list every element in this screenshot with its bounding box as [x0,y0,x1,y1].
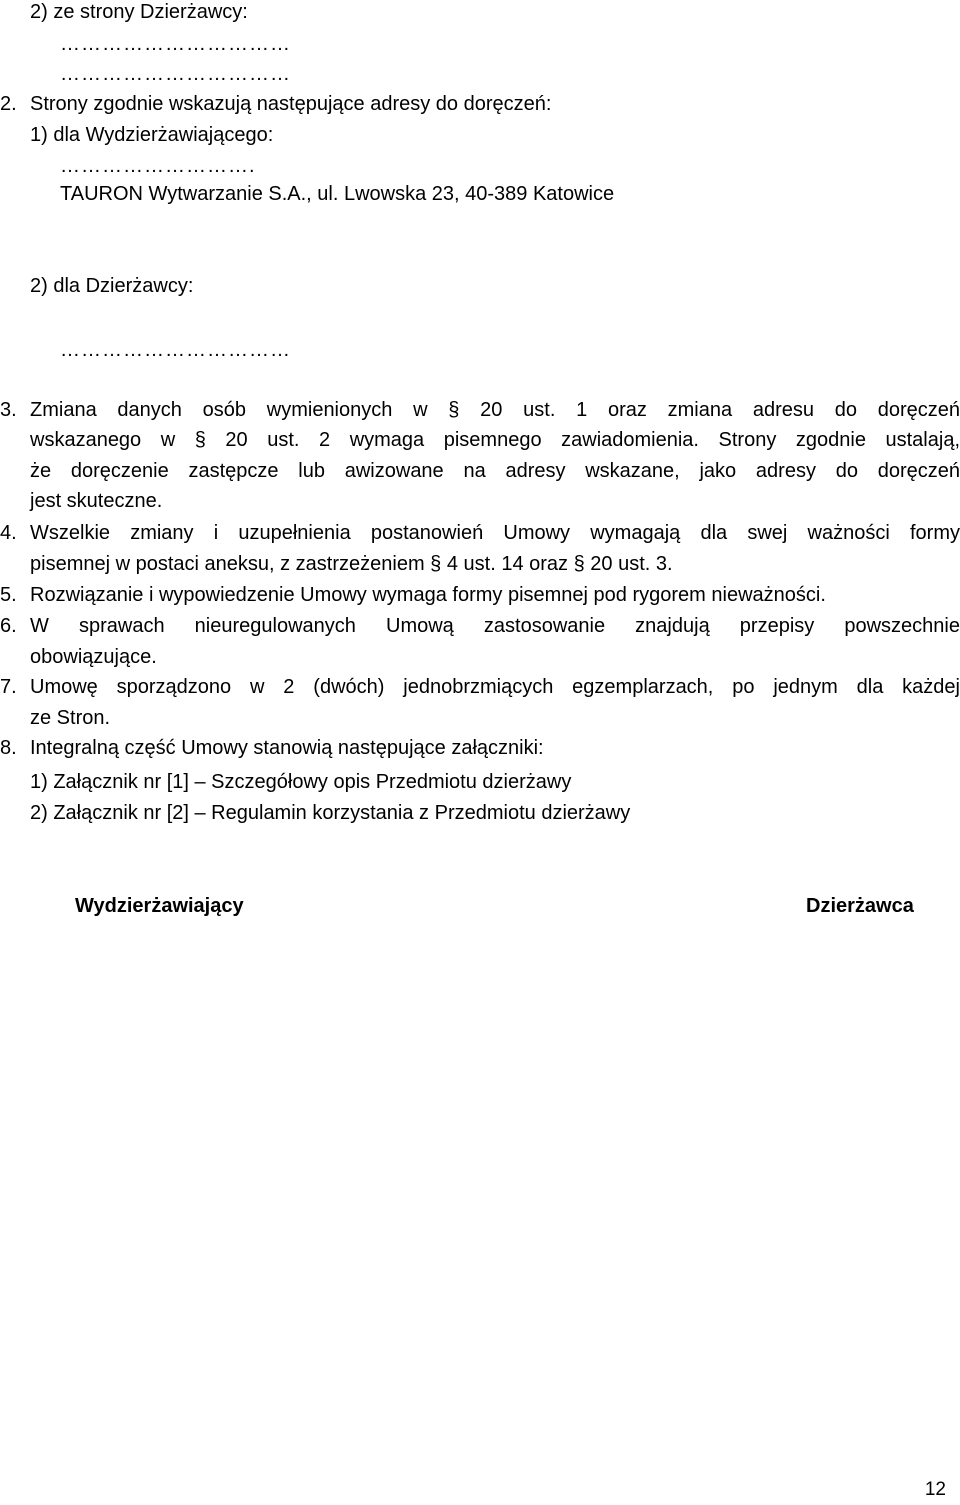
paragraph-text: że doręczenie zastępcze lub awizowane na adresy wskazane, jako adresy do doręczeń [30,460,960,482]
party-lessee-heading: 2) ze strony Dzierżawcy: [30,1,248,23]
paragraph-3-line: jest skuteczne. [30,490,163,512]
paragraph-text: Integralną część Umowy stanowią następujące załączniki: [30,737,544,759]
paragraph-text: wskazanego w § 20 ust. 2 wymaga pisemnego zawiadomienia. Strony zgodnie ustalają, [30,429,960,451]
paragraph-number: 6. [0,615,17,637]
signature-lessor: Wydzierżawiający [75,895,244,917]
page-number: 12 [924,1479,946,1500]
placeholder-dots: …………………………… [60,33,291,55]
paragraph-text: Wszelkie zmiany i uzupełnienia postanowień Umowy wymagają dla swej ważności formy [30,522,960,544]
lessor-address: TAURON Wytwarzanie S.A., ul. Lwowska 23, 40-389 Katowice [60,183,615,205]
paragraph-text: Zmiana danych osób wymienionych w § 20 ust. 1 oraz zmiana adresu do doręczeń [30,399,960,421]
paragraph-number: 4. [0,522,17,544]
signature-lessee: Dzierżawca [806,895,914,917]
paragraph-6-line: obowiązujące. [30,646,157,668]
lessee-address-label: 2) dla Dzierżawcy: [30,275,194,297]
paragraph-4-line: pisemnej w postaci aneksu, z zastrzeżeniem § 4 ust. 14 oraz § 20 ust. 3. [30,553,673,575]
paragraph-number: 2. [0,93,17,115]
paragraph-number: 3. [0,399,17,421]
paragraph-text: Strony zgodnie wskazują następujące adresy do doręczeń: [30,93,552,115]
paragraph-number: 7. [0,676,17,698]
lessor-address-label: 1) dla Wydzierżawiającego: [30,124,274,146]
paragraph-number: 5. [0,584,17,606]
placeholder-dots: …………………………… [60,339,291,361]
placeholder-dots: ………………………. [60,155,256,177]
paragraph-7-line: ze Stron. [30,707,111,729]
paragraph-text: W sprawach nieuregulowanych Umową zastosowanie znajdują przepisy powszechnie [30,615,960,637]
paragraph-text: Umowę sporządzono w 2 (dwóch) jednobrzmiących egzemplarzach, po jednym dla każdej [30,676,960,698]
attachment-1: 1) Załącznik nr [1] – Szczegółowy opis Przedmiotu dzierżawy [30,771,572,793]
attachment-2: 2) Załącznik nr [2] – Regulamin korzystania z Przedmiotu dzierżawy [30,802,631,824]
paragraph-text: Rozwiązanie i wypowiedzenie Umowy wymaga formy pisemnej pod rygorem nieważności. [30,584,826,606]
paragraph-number: 8. [0,737,17,759]
placeholder-dots: …………………………… [60,63,291,85]
